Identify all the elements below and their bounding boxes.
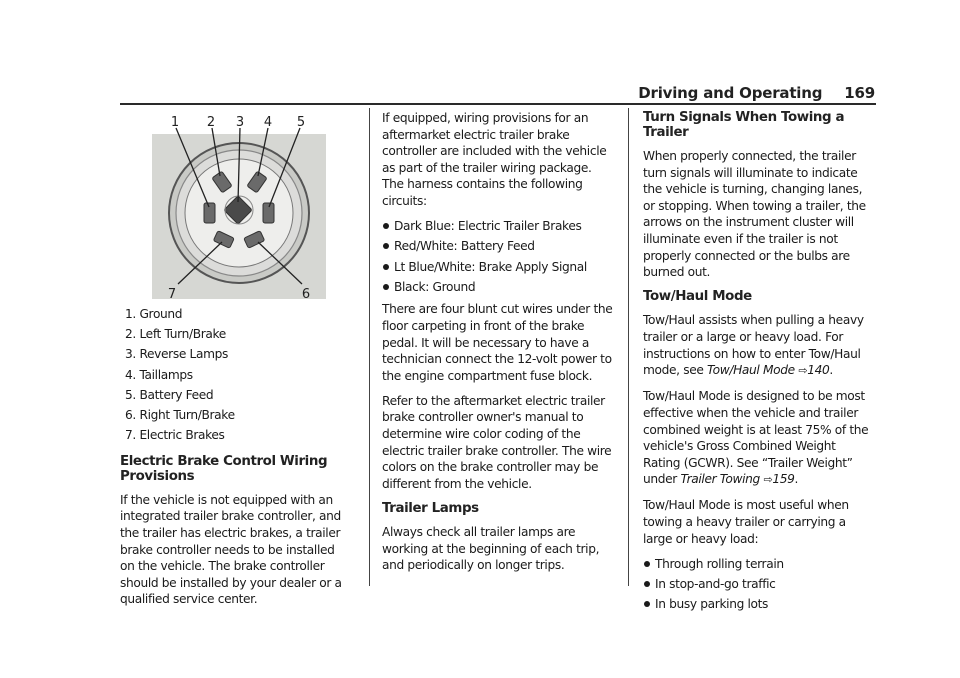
legend-item: 2. Left Turn/Brake xyxy=(125,327,226,342)
section-heading: Turn Signals When Towing a Trailer xyxy=(643,110,845,140)
legend-item: 7. Electric Brakes xyxy=(125,428,225,443)
column-3 xyxy=(643,110,875,619)
pin-1 xyxy=(204,203,215,223)
page-header xyxy=(120,84,875,102)
diagram-label-6: 6 xyxy=(301,287,311,302)
diagram-label-5: 5 xyxy=(296,115,306,130)
page-number: 169 xyxy=(844,84,875,102)
legend-item: 1. Ground xyxy=(125,307,183,321)
section-heading: Electric Brake Control Wiring Provisions xyxy=(120,453,328,484)
column-divider xyxy=(628,108,629,586)
column-1 xyxy=(120,110,352,616)
diagram-label-1: 1 xyxy=(170,115,180,130)
legend-item: 3. Reverse Lamps xyxy=(125,347,228,362)
list-item: Black: Ground xyxy=(382,279,614,296)
legend-item: 5. Battery Feed xyxy=(125,387,214,402)
cross-reference-link[interactable] xyxy=(680,472,794,486)
list-item: Dark Blue: Electric Trailer Brakes xyxy=(382,218,614,235)
legend-item: 4. Taillamps xyxy=(125,367,193,382)
pin-5 xyxy=(263,203,274,223)
section-title: Driving and Operating xyxy=(638,84,823,102)
paragraph-text: . xyxy=(829,363,833,378)
diagram-label-3: 3 xyxy=(235,115,245,130)
paragraph: If the vehicle is not equipped with an integrated trailer brake controller, and the trailer has electric brakes, a trailer brake controller needs to be installed on the vehicle. The brake controller should be installed by your dealer or a qualified service center. xyxy=(120,492,342,607)
paragraph: When properly connected, the trailer turn signals will illuminate to indicate the vehicle is turning, changing lanes, or stopping. When towing a trailer, the arrows on the instrument cluster will illuminate even if the trailer is not properly connected or the bulbs are burned out. xyxy=(643,149,866,280)
connector-legend xyxy=(120,306,352,444)
connector-illustration xyxy=(120,110,352,306)
usage-list xyxy=(643,556,875,613)
cross-reference-page: 140 xyxy=(807,363,830,378)
diagram-label-4: 4 xyxy=(263,115,273,130)
section-heading: Tow/Haul Mode xyxy=(643,289,752,305)
section-heading: Trailer Lamps xyxy=(382,501,479,517)
paragraph-text: . xyxy=(794,472,799,487)
paragraph: If equipped, wiring provisions for an aftermarket electric trailer brake controller are included with the vehicle as part of the trailer wiring package. The harness contains the following circuits: xyxy=(382,111,607,208)
column-2 xyxy=(382,110,614,582)
paragraph: Always check all trailer lamps are working at the beginning of each trip, and periodically on longer trips. xyxy=(382,525,600,573)
paragraph-text: Tow/Haul assists when pulling a heavy trailer or a large or heavy load. For instructions on how to enter Tow/Haul mode, see xyxy=(643,313,864,378)
cross-reference-page: 159 xyxy=(772,472,795,487)
page-arrow-icon: ⇨ xyxy=(763,473,773,487)
circuit-list xyxy=(382,218,614,295)
page-arrow-icon: ⇨ xyxy=(798,364,808,378)
cross-reference-title: Trailer Towing xyxy=(680,472,760,487)
paragraph-text: Tow/Haul Mode is designed to be most effective when the vehicle and trailer combined weight is at least 75% of the vehicle's Gross Combined Weight Rating (GCWR). See “Trailer Weight” under xyxy=(643,389,869,487)
paragraph: Refer to the aftermarket electric trailer brake controller owner's manual to determine wire color coding of the electric trailer brake controller. The wire colors on the brake controller may be different from the vehicle. xyxy=(382,393,612,491)
list-item: Red/White: Battery Feed xyxy=(382,238,614,255)
diagram-label-7: 7 xyxy=(167,287,177,302)
paragraph xyxy=(643,388,875,489)
cross-reference-title: Tow/Haul Mode xyxy=(707,363,795,378)
list-item: Through rolling terrain xyxy=(643,556,875,573)
legend-item: 6. Right Turn/Brake xyxy=(125,407,235,422)
header-rule xyxy=(120,103,876,105)
trailer-connector-diagram xyxy=(120,110,352,306)
diagram-label-2: 2 xyxy=(206,115,216,130)
paragraph: There are four blunt cut wires under the floor carpeting in front of the brake pedal. It will be necessary to have a technician connect the 12-volt power to the engine compartment fuse block. xyxy=(382,302,613,383)
column-divider xyxy=(369,108,370,586)
list-item: In busy parking lots xyxy=(643,596,875,613)
list-item: In stop-and-go traffic xyxy=(643,576,875,593)
cross-reference-link[interactable] xyxy=(707,363,829,377)
paragraph xyxy=(643,312,875,379)
paragraph: Tow/Haul Mode is most useful when towing a heavy trailer or carrying a large or heavy load: xyxy=(643,498,849,546)
list-item: Lt Blue/White: Brake Apply Signal xyxy=(382,259,614,276)
